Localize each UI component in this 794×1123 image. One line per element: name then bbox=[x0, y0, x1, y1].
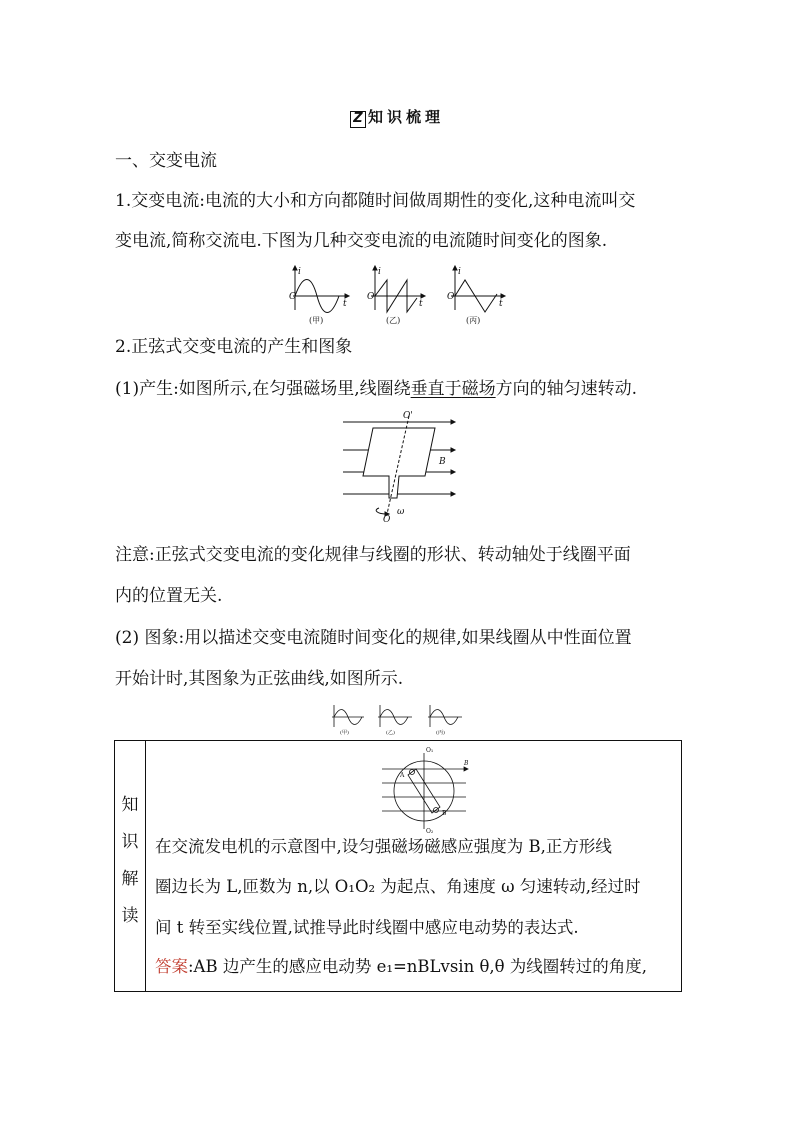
p3-pre: (1)产生:如图所示,在匀强磁场里,线圈绕 bbox=[115, 379, 411, 399]
side-char-1: 知 bbox=[121, 795, 139, 815]
p3-underline-1: 垂直于 bbox=[410, 379, 462, 399]
p3-line bbox=[115, 378, 637, 400]
label-o: O bbox=[383, 515, 391, 525]
side-char-3: 解 bbox=[121, 869, 139, 889]
p4-line1: 注意:正弦式交变电流的变化规律与线圈的形状、转动轴处于线圈平面 bbox=[115, 545, 631, 565]
heading-ac-current: 一、交变电流 bbox=[115, 151, 217, 171]
small-caption-bing: (丙) bbox=[436, 730, 445, 736]
waveform-jia bbox=[293, 266, 349, 313]
axis-t-yi: t bbox=[419, 299, 423, 309]
label-omega: ω bbox=[397, 507, 405, 517]
origin-label-bing: O bbox=[447, 292, 455, 302]
small-caption-yi: (乙) bbox=[386, 730, 395, 736]
gen-label-a: A bbox=[400, 772, 405, 779]
figure-ac-waveforms bbox=[283, 266, 513, 326]
side-char-4: 读 bbox=[121, 906, 139, 926]
kb-question-line3: 间 t 转至实线位置,试推导此时线圈中感应电动势的表达式. bbox=[155, 918, 579, 937]
axis-i-bing: i bbox=[458, 267, 461, 277]
origin-label-yi: O bbox=[367, 292, 375, 302]
knowledge-box-content bbox=[146, 741, 682, 992]
axis-i-yi: i bbox=[378, 267, 381, 277]
p5-line2: 开始计时,其图象为正弦曲线,如图所示. bbox=[115, 669, 404, 689]
p3-underline-2: 磁场 bbox=[461, 379, 496, 399]
side-char-2: 识 bbox=[121, 832, 139, 852]
p1-line2: 变电流,简称交流电.下图为几种交变电流的电流随时间变化的图象. bbox=[115, 231, 608, 251]
section-title-text: 知识梳理 bbox=[367, 108, 444, 126]
gen-label-b: B bbox=[442, 810, 447, 817]
caption-bing: (丙) bbox=[466, 316, 481, 325]
p4-line2: 内的位置无关. bbox=[115, 586, 223, 606]
gen-label-o2: O₂ bbox=[426, 828, 434, 835]
answer-text: :AB 边产生的感应电动势 e₁=nBLvsin θ,θ 为线圈转过的角度, bbox=[188, 957, 648, 976]
origin-label-jia: O bbox=[289, 292, 297, 302]
small-caption-jia: (甲) bbox=[340, 730, 349, 736]
p2-heading: 2.正弦式交变电流的产生和图象 bbox=[115, 337, 353, 357]
axis-t-bing: t bbox=[499, 299, 503, 309]
caption-jia: (甲) bbox=[309, 316, 324, 325]
axis-t-jia: t bbox=[343, 299, 347, 309]
label-o-prime: O' bbox=[403, 411, 413, 421]
kb-question-line2: 圈边长为 L,匝数为 n,以 O₁O₂ 为起点、角速度 ω 匀速转动,经过时 bbox=[155, 877, 641, 896]
p1-line1: 1.交变电流:电流的大小和方向都随时间做周期性的变化,这种电流叫交 bbox=[115, 191, 636, 211]
gen-label-o1: O₁ bbox=[426, 747, 434, 754]
answer-label: 答案 bbox=[155, 957, 188, 976]
label-field-b: B bbox=[439, 457, 446, 467]
caption-yi: (乙) bbox=[386, 316, 401, 325]
kb-answer bbox=[155, 956, 647, 978]
kb-question-line1: 在交流发电机的示意图中,设匀强磁场磁感应强度为 B,正方形线 bbox=[155, 837, 612, 856]
section-title bbox=[0, 106, 794, 128]
figure-small-waveforms bbox=[328, 703, 468, 735]
axis-i-jia: i bbox=[298, 267, 301, 277]
figure-generator bbox=[378, 745, 474, 833]
p5-line1: (2) 图象:用以描述交变电流随时间变化的规律,如果线圈从中性面位置 bbox=[115, 628, 632, 648]
p3-post: 方向的轴匀速转动. bbox=[495, 379, 638, 399]
figure-coil-in-field bbox=[343, 410, 463, 525]
gen-label-field: B bbox=[464, 760, 469, 767]
knowledge-box-side bbox=[115, 741, 146, 992]
knowledge-box bbox=[114, 740, 682, 992]
section-icon: Z bbox=[350, 111, 366, 128]
